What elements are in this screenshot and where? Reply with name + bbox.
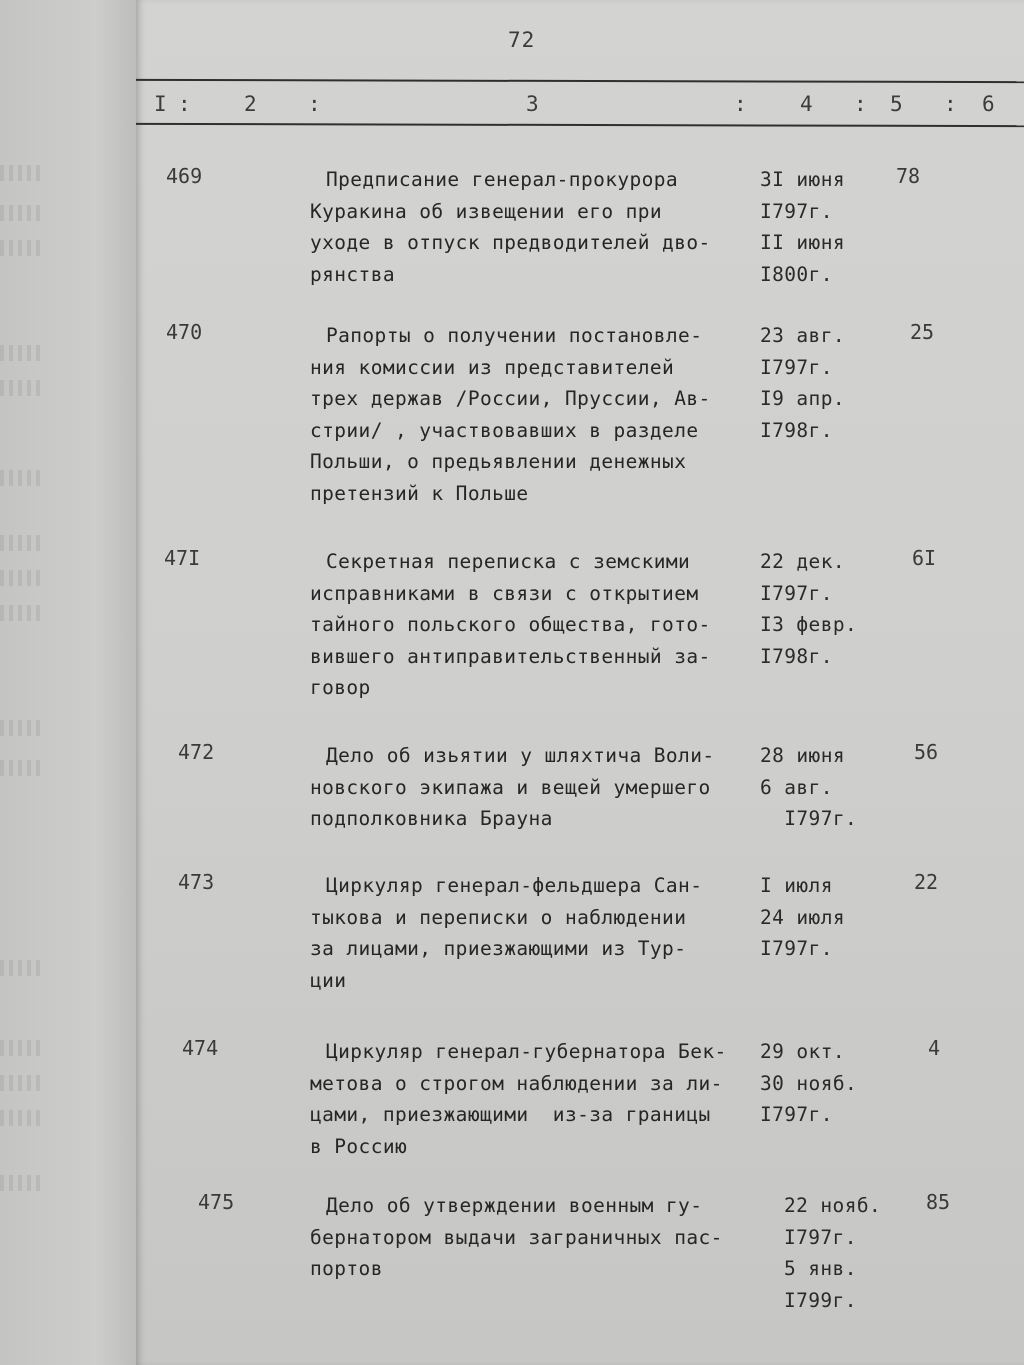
entry-title — [310, 164, 770, 290]
column-header-1: I — [154, 92, 167, 116]
date-line: I797г. — [760, 1103, 833, 1126]
title-line: уходе в отпуск предводителей дво- — [310, 231, 711, 254]
column-header-2: 2 — [244, 92, 257, 116]
title-line: Циркуляр генерал-фельдшера Сан- — [326, 874, 703, 897]
sheet-count: 4 — [928, 1036, 941, 1060]
title-line: цами, приезжающими из-за границы — [310, 1103, 711, 1126]
bleed-through-text — [0, 205, 40, 221]
entry-title — [310, 1190, 770, 1285]
entry-title — [310, 740, 770, 835]
title-line: Дело об утверждении военным гу- — [326, 1194, 703, 1217]
bleed-through-text — [0, 1075, 40, 1091]
date-line: 28 июня — [760, 744, 845, 767]
title-line: в Россию — [310, 1134, 408, 1158]
bleed-through-text — [0, 1040, 40, 1056]
entry-dates — [760, 546, 900, 672]
date-line: I июля — [760, 874, 833, 897]
title-line: трех держав /России, Пруссии, Ав- — [310, 387, 711, 410]
date-line: I797г. — [760, 937, 833, 960]
date-line: 5 янв. — [784, 1257, 857, 1280]
column-separator: : — [178, 92, 191, 116]
bleed-through-text — [0, 605, 40, 621]
sheet-count: 6I — [912, 546, 937, 570]
date-line: 6 авг. — [760, 775, 833, 799]
entry-number: 472 — [178, 740, 215, 764]
date-line: I798г. — [760, 644, 833, 668]
entry-dates — [760, 320, 900, 446]
column-header-6: 6 — [982, 92, 995, 116]
entry-title — [310, 870, 770, 996]
adjacent-page-edge — [0, 0, 136, 1365]
bleed-through-text — [0, 470, 40, 486]
sheet-count: 78 — [896, 164, 921, 188]
date-line: II июня — [760, 231, 845, 254]
document-page — [136, 0, 1024, 1365]
column-separator: : — [944, 92, 957, 116]
title-line: ции — [310, 968, 347, 992]
date-line: I797г. — [760, 199, 833, 223]
column-header-5: 5 — [890, 92, 903, 116]
date-line: 30 нояб. — [760, 1071, 858, 1095]
entry-number: 469 — [166, 164, 203, 188]
date-line: 29 окт. — [760, 1040, 845, 1063]
column-header-3: 3 — [526, 92, 539, 116]
column-header-4: 4 — [800, 92, 813, 116]
bleed-through-text — [0, 1175, 40, 1191]
date-line: 3I июня — [760, 168, 845, 191]
title-line: новского экипажа и вещей умершего — [310, 775, 711, 799]
date-line: 22 нояб. — [784, 1194, 882, 1217]
bleed-through-text — [0, 240, 40, 256]
bleed-through-text — [0, 570, 40, 586]
bleed-through-text — [0, 165, 40, 181]
title-line: Рапорты о получении постановле- — [326, 324, 703, 347]
sheet-count: 22 — [914, 870, 939, 894]
entry-number: 474 — [182, 1036, 219, 1060]
entry-number: 47I — [164, 546, 201, 570]
title-line: Дело об изьятии у шляхтича Воли- — [326, 744, 715, 767]
entry-number: 470 — [166, 320, 203, 344]
date-line: I799г. — [784, 1288, 857, 1312]
date-line: I797г. — [784, 1225, 857, 1249]
column-separator: : — [854, 92, 867, 116]
title-line: Предписание генерал-прокурора — [326, 168, 679, 191]
column-separator: : — [734, 92, 747, 116]
title-line: за лицами, приезжающими из Тур- — [310, 937, 687, 960]
title-line: исправниками в связи с открытием — [310, 581, 699, 605]
title-line: говор — [310, 676, 371, 699]
entry-title — [310, 546, 770, 704]
page-number: 72 — [508, 28, 536, 52]
bleed-through-text — [0, 720, 40, 736]
title-line: тыкова и переписки о наблюдении — [310, 905, 687, 929]
header-rule-bottom — [136, 123, 1024, 127]
bleed-through-text — [0, 535, 40, 551]
date-line: I3 февр. — [760, 613, 858, 636]
title-line: Секретная переписка с земскими — [326, 550, 691, 573]
date-line: I797г. — [760, 355, 833, 379]
bleed-through-text — [0, 760, 40, 776]
entry-number: 475 — [198, 1190, 235, 1214]
date-line: I797г. — [760, 581, 833, 605]
title-line: подполковника Брауна — [310, 807, 553, 830]
entry-title — [310, 1036, 770, 1162]
title-line: бернатором выдачи заграничных пас- — [310, 1225, 723, 1249]
title-line: Польши, о предьявлении денежных — [310, 450, 687, 473]
title-line: метова о строгом наблюдении за ли- — [310, 1071, 723, 1095]
entry-dates — [760, 740, 900, 835]
bleed-through-text — [0, 1110, 40, 1126]
entry-title — [310, 320, 770, 509]
sheet-count: 85 — [926, 1190, 951, 1214]
title-line: Циркуляр генерал-губернатора Бек- — [326, 1040, 727, 1063]
date-line: I9 апр. — [760, 387, 845, 410]
title-line: Куракина об извещении его при — [310, 199, 663, 223]
bleed-through-text — [0, 345, 40, 361]
entry-dates — [760, 164, 900, 290]
title-line: стрии/ , участвовавших в разделе — [310, 418, 699, 442]
title-line: вившего антиправительственный за- — [310, 644, 711, 668]
date-line: 23 авг. — [760, 324, 845, 347]
title-line: ния комиссии из представителей — [310, 355, 675, 379]
bleed-through-text — [0, 380, 40, 396]
column-separator: : — [308, 92, 321, 116]
entry-number: 473 — [178, 870, 215, 894]
bleed-through-text — [0, 960, 40, 976]
title-line: рянства — [310, 262, 395, 286]
date-line: I798г. — [760, 418, 833, 442]
entry-dates — [760, 870, 900, 965]
title-line: претензий к Польше — [310, 481, 529, 505]
sheet-count: 25 — [910, 320, 935, 344]
entry-dates — [784, 1190, 924, 1316]
date-line: 22 дек. — [760, 550, 845, 573]
header-rule-top — [136, 79, 1024, 83]
date-line: 24 июля — [760, 905, 845, 929]
date-line: I797г. — [760, 807, 858, 830]
entry-dates — [760, 1036, 900, 1131]
title-line: тайного польского общества, гото- — [310, 613, 711, 636]
date-line: I800г. — [760, 262, 833, 286]
sheet-count: 56 — [914, 740, 939, 764]
title-line: портов — [310, 1257, 383, 1280]
